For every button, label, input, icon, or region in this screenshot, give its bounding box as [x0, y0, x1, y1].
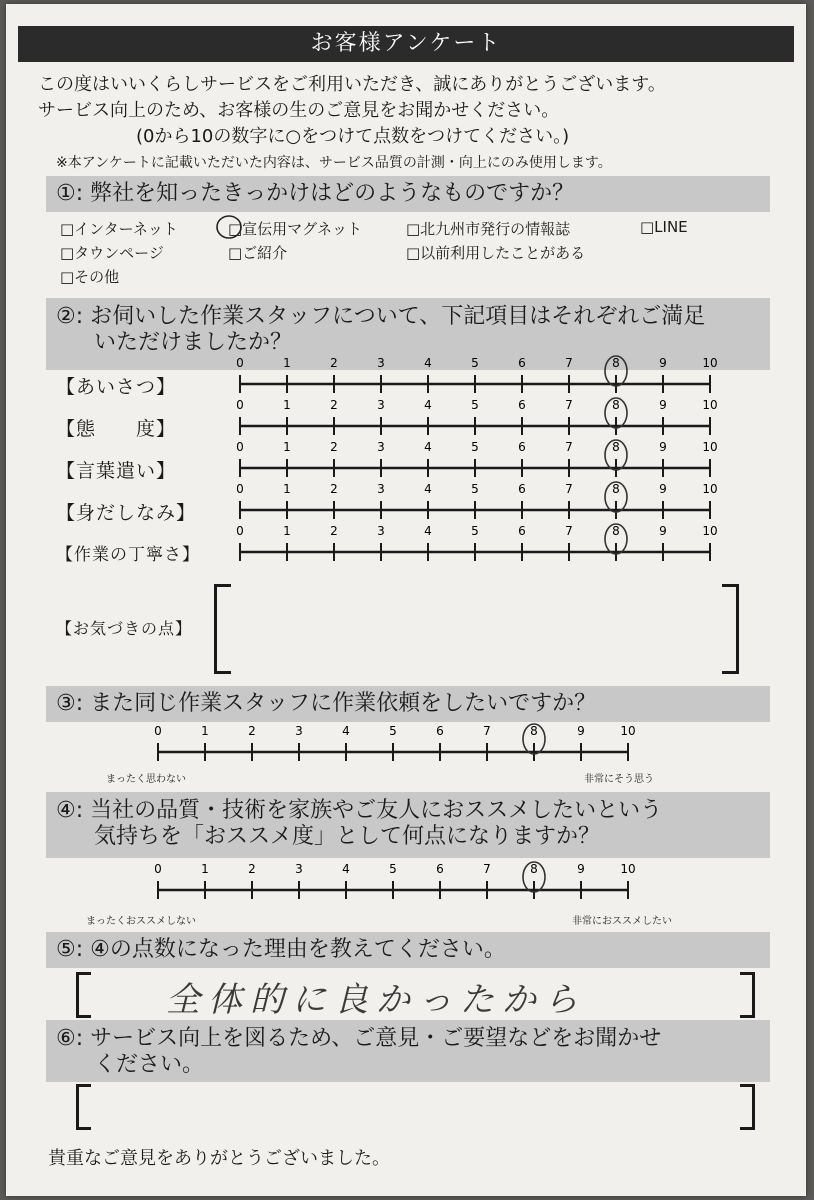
q4-question [46, 792, 770, 858]
q3-scale-number-7: 7 [483, 724, 491, 738]
q2-scale-4-number-7: 7 [565, 524, 573, 538]
q2-scale-4-svg [228, 522, 722, 568]
q2-scale-2-number-8: 8 [612, 440, 620, 454]
q1-option-repeat[interactable]: □以前利用したことがある [406, 244, 586, 262]
usage-note: ※本アンケートに記載いただいた内容は、サービス品質の計測・向上にのみ使用します。 [56, 155, 612, 171]
q2-remarks-label: 【お気づきの点】 [56, 619, 193, 638]
q4-scale-number-7: 7 [483, 862, 491, 876]
q2-scale-0-number-1: 1 [283, 356, 291, 370]
q2-label-attitude: 【態 度】 [56, 418, 177, 440]
q2-scale-4-number-2: 2 [330, 524, 338, 538]
q2-scale-greeting[interactable] [228, 354, 722, 400]
intro-line-2: サービス向上のため、お客様の生のご意見をお聞かせください。 [38, 100, 560, 121]
q4-scale-number-0: 0 [154, 862, 162, 876]
q5-bracket-left [76, 972, 91, 1018]
q2-scale-0-number-0: 0 [236, 356, 244, 370]
q1-option-line[interactable]: □LINE [640, 218, 688, 236]
q3-scale-number-9: 9 [577, 724, 585, 738]
q4-scale-number-8: 8 [530, 862, 538, 876]
q6-bracket-left [76, 1084, 91, 1130]
q2-scale-3-number-10: 10 [702, 482, 718, 496]
q4-min-label: まったくおススメしない [86, 916, 196, 927]
q3-scale-number-0: 0 [154, 724, 162, 738]
survey-card [6, 4, 806, 1196]
q2-scale-4-number-9: 9 [659, 524, 667, 538]
q3-scale-number-1: 1 [201, 724, 209, 738]
q3-scale-number-4: 4 [342, 724, 350, 738]
q3-scale[interactable] [146, 722, 640, 768]
q6-answer-field[interactable] [96, 1088, 736, 1122]
q2-scale-care[interactable] [228, 522, 722, 568]
q2-scale-2-number-1: 1 [283, 440, 291, 454]
q2-scale-3-number-9: 9 [659, 482, 667, 496]
q2-scale-0-number-9: 9 [659, 356, 667, 370]
q2-scale-3-number-3: 3 [377, 482, 385, 496]
q2-scale-1-number-6: 6 [518, 398, 526, 412]
q2-label-care: 【作業の丁寧さ】 [56, 545, 200, 565]
q4-scale-number-6: 6 [436, 862, 444, 876]
intro-line-1: この度はいいくらしサービスをご利用いただき、誠にありがとうございます。 [38, 74, 666, 95]
q2-scale-0-number-10: 10 [702, 356, 718, 370]
closing-message: 貴重なご意見をありがとうございました。 [48, 1148, 390, 1169]
q2-label-language: 【言葉遣い】 [56, 460, 177, 482]
q4-scale-number-5: 5 [389, 862, 397, 876]
q2-scale-3-number-1: 1 [283, 482, 291, 496]
q3-scale-number-8: 8 [530, 724, 538, 738]
q3-scale-number-3: 3 [295, 724, 303, 738]
q2-scale-2-svg [228, 438, 722, 484]
q5-bracket-right [740, 972, 755, 1018]
q2-scale-4-number-4: 4 [424, 524, 432, 538]
q1-option-magazine[interactable]: □北九州市発行の情報誌 [406, 220, 571, 238]
q1-option-magnet[interactable]: □宣伝用マグネット [228, 220, 363, 238]
q2-scale-3-svg [228, 480, 722, 526]
q2-scale-0-number-5: 5 [471, 356, 479, 370]
q2-scale-2-number-4: 4 [424, 440, 432, 454]
q6-question-line-2: ください。 [94, 1052, 205, 1077]
q2-scale-0-number-6: 6 [518, 356, 526, 370]
q4-scale-number-10: 10 [620, 862, 636, 876]
q2-scale-1-number-3: 3 [377, 398, 385, 412]
survey-title: お客様アンケート [18, 26, 794, 62]
q2-scale-1-number-8: 8 [612, 398, 620, 412]
q2-scale-3-number-6: 6 [518, 482, 526, 496]
q2-scale-0-number-3: 3 [377, 356, 385, 370]
q4-max-label: 非常におススメしたい [572, 916, 672, 927]
q2-scale-2-number-3: 3 [377, 440, 385, 454]
q2-scale-3-number-0: 0 [236, 482, 244, 496]
q2-scale-4-number-0: 0 [236, 524, 244, 538]
q2-scale-0-svg [228, 354, 722, 400]
q2-scale-4-number-8: 8 [612, 524, 620, 538]
q2-scale-1-number-1: 1 [283, 398, 291, 412]
q2-scale-1-number-4: 4 [424, 398, 432, 412]
q4-question-line-2: 気持ちを「おススメ度」として何点になりますか？ [94, 824, 601, 849]
q6-question [46, 1020, 770, 1082]
q4-scale-svg [146, 860, 640, 906]
q2-scale-language[interactable] [228, 438, 722, 484]
q2-question-line-2: いただけましたか？ [94, 330, 293, 355]
q1-question: ①: 弊社を知ったきっかけはどのようなものですか？ [46, 176, 770, 212]
q2-scale-2-number-10: 10 [702, 440, 718, 454]
q2-scale-3-number-2: 2 [330, 482, 338, 496]
q2-scale-4-number-6: 6 [518, 524, 526, 538]
q2-scale-1-number-9: 9 [659, 398, 667, 412]
q2-scale-2-number-2: 2 [330, 440, 338, 454]
q4-scale-number-4: 4 [342, 862, 350, 876]
q4-scale[interactable] [146, 860, 640, 906]
q2-scale-2-number-7: 7 [565, 440, 573, 454]
q2-scale-3-number-5: 5 [471, 482, 479, 496]
q4-scale-number-3: 3 [295, 862, 303, 876]
remarks-bracket-right [722, 584, 739, 674]
q2-scale-3-number-4: 4 [424, 482, 432, 496]
q2-scale-0-number-4: 4 [424, 356, 432, 370]
q1-option-townpage[interactable]: □タウンページ [60, 244, 164, 262]
q2-scale-attitude[interactable] [228, 396, 722, 442]
q4-question-line-1: ④: 当社の品質・技術を家族やご友人におススメしたいという [56, 798, 663, 823]
remarks-bracket-left [214, 584, 231, 674]
q5-answer[interactable]: 全体的に良かったから [166, 980, 586, 1020]
q2-scale-4-number-1: 1 [283, 524, 291, 538]
q2-scale-2-number-0: 0 [236, 440, 244, 454]
q2-scale-appearance[interactable] [228, 480, 722, 526]
q2-scale-3-number-7: 7 [565, 482, 573, 496]
q3-scale-svg [146, 722, 640, 768]
q3-scale-number-5: 5 [389, 724, 397, 738]
q2-scale-0-number-2: 2 [330, 356, 338, 370]
q3-scale-number-2: 2 [248, 724, 256, 738]
q3-max-label: 非常にそう思う [584, 774, 654, 785]
q2-scale-1-number-10: 10 [702, 398, 718, 412]
q3-scale-number-6: 6 [436, 724, 444, 738]
q2-scale-1-number-0: 0 [236, 398, 244, 412]
q2-scale-2-number-6: 6 [518, 440, 526, 454]
q2-scale-4-number-3: 3 [377, 524, 385, 538]
q3-scale-number-10: 10 [620, 724, 636, 738]
q2-scale-1-number-7: 7 [565, 398, 573, 412]
q1-selected-circle [214, 212, 244, 242]
q2-scale-1-number-5: 5 [471, 398, 479, 412]
q2-scale-4-number-10: 10 [702, 524, 718, 538]
q2-scale-4-number-5: 5 [471, 524, 479, 538]
q5-question: ⑤: ④の点数になった理由を教えてください。 [46, 932, 770, 968]
q2-scale-0-number-8: 8 [612, 356, 620, 370]
q2-scale-1-svg [228, 396, 722, 442]
q3-question: ③: また同じ作業スタッフに作業依頼をしたいですか？ [46, 686, 770, 722]
q6-bracket-right [740, 1084, 755, 1130]
q1-option-internet[interactable]: □インターネット [60, 220, 178, 238]
q4-scale-number-1: 1 [201, 862, 209, 876]
q2-scale-1-number-2: 2 [330, 398, 338, 412]
q2-question-line-1: ②: お伺いした作業スタッフについて、下記項目はそれぞれご満足 [56, 304, 706, 329]
q2-label-greeting: 【あいさつ】 [56, 376, 177, 398]
q2-scale-2-number-9: 9 [659, 440, 667, 454]
q1-option-referral[interactable]: □ご紹介 [228, 244, 288, 262]
q2-scale-2-number-5: 5 [471, 440, 479, 454]
q2-scale-3-number-8: 8 [612, 482, 620, 496]
q6-question-line-1: ⑥: サービス向上を図るため、ご意見・ご要望などをお聞かせ [56, 1026, 662, 1051]
intro-line-3: (0から10の数字に○をつけて点数をつけてください。) [136, 126, 570, 147]
q3-min-label: まったく思わない [106, 774, 186, 785]
q4-scale-number-2: 2 [248, 862, 256, 876]
q2-remarks-field[interactable] [238, 594, 718, 664]
q2-scale-0-number-7: 7 [565, 356, 573, 370]
q4-scale-number-9: 9 [577, 862, 585, 876]
q2-label-appearance: 【身だしなみ】 [56, 502, 197, 524]
q1-option-other[interactable]: □その他 [60, 268, 120, 286]
